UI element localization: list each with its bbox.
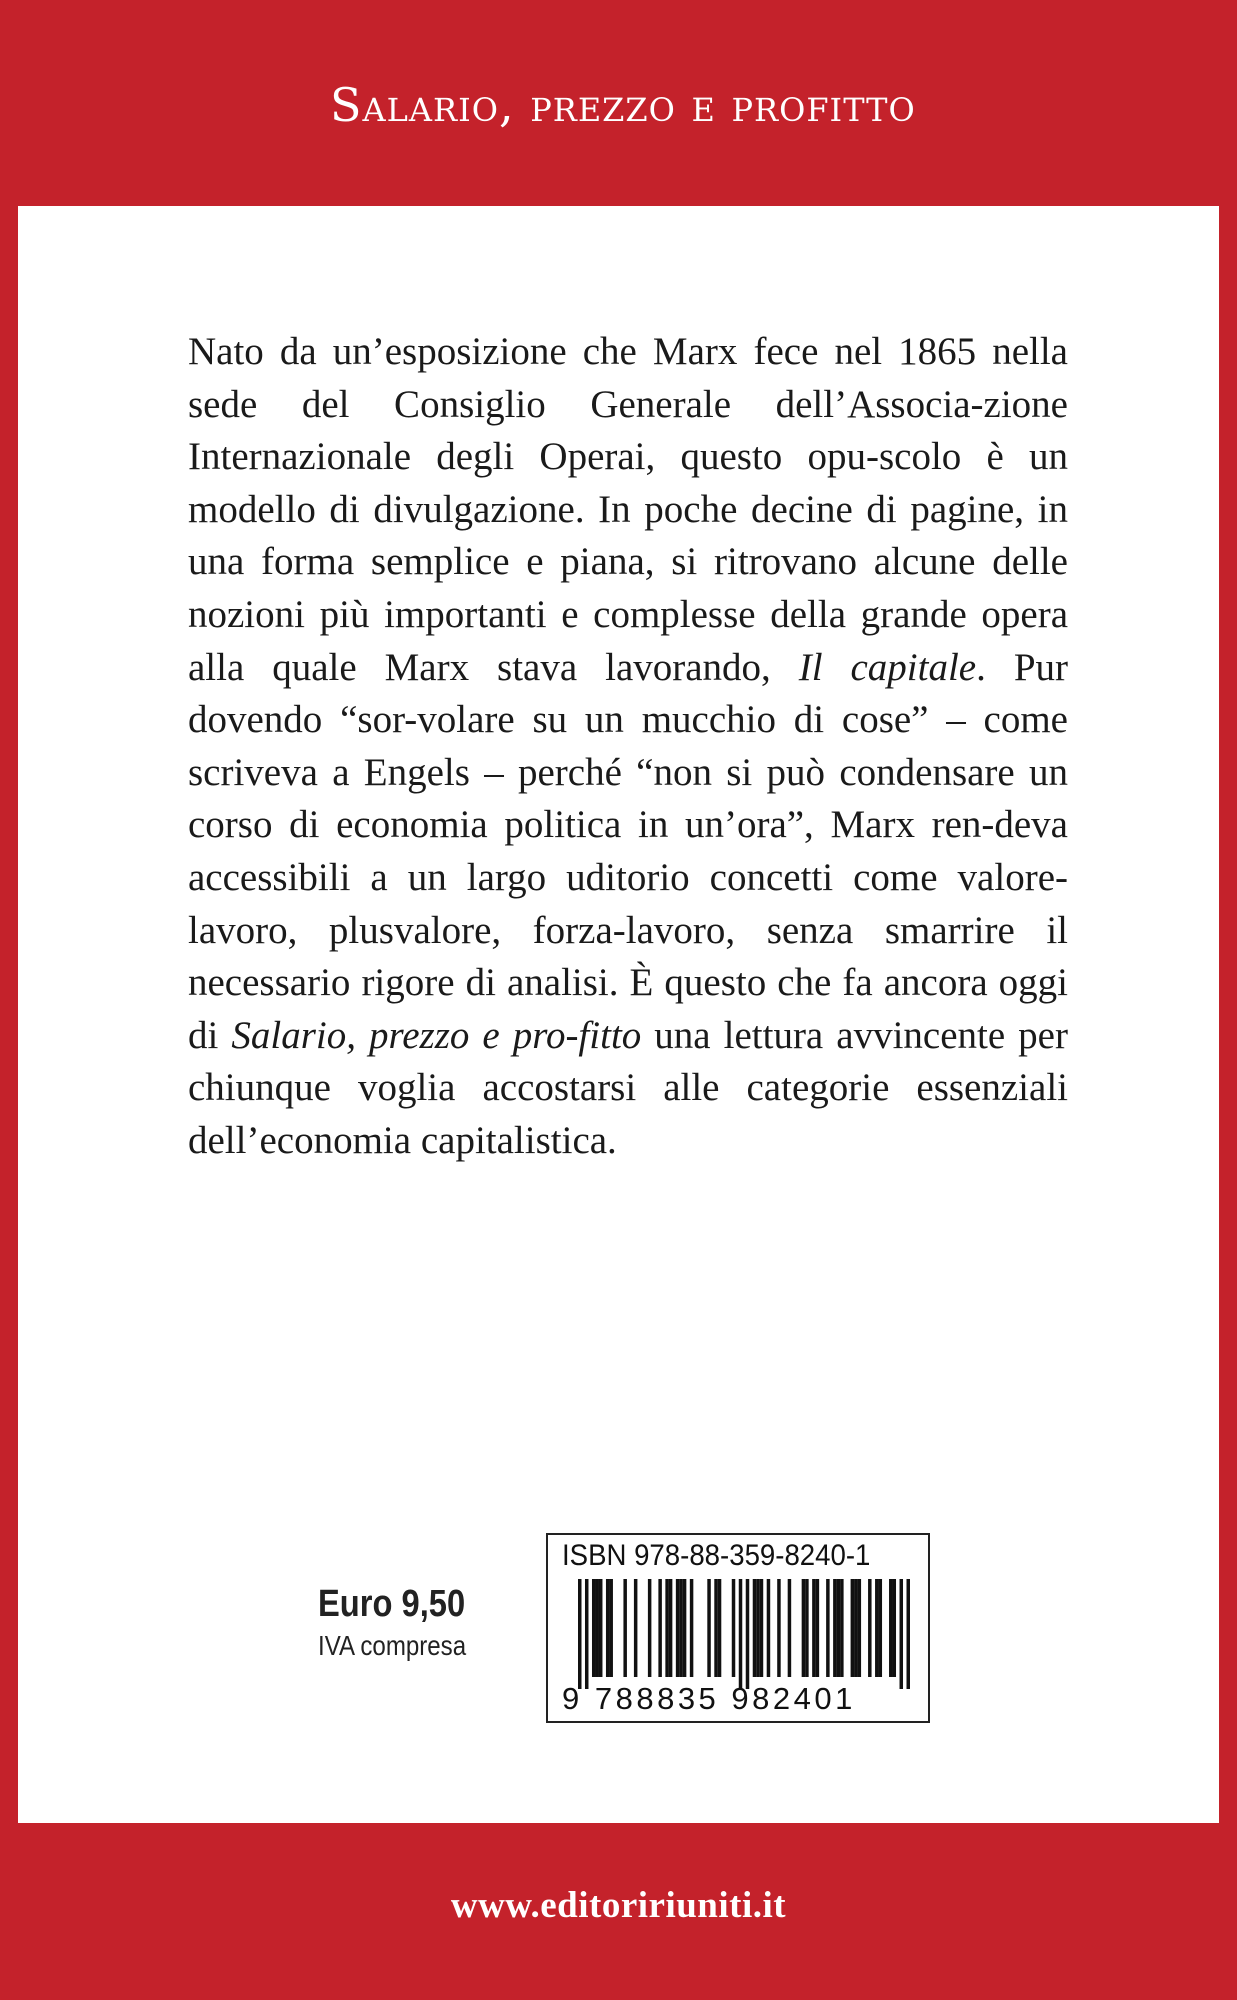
barcode-bar [606,1579,609,1677]
barcode-bar [648,1579,651,1677]
barcode-bar [868,1579,871,1677]
barcode-bar [665,1579,668,1677]
barcode-bar [676,1579,679,1677]
vat-note: IVA compresa [318,1630,467,1661]
barcode-bar [893,1579,896,1677]
barcode-bar [812,1579,815,1677]
back-cover-blurb [188,326,1068,1168]
barcode-bar [840,1579,843,1677]
barcode-bars [578,1579,910,1689]
barcode-bar [718,1579,721,1677]
price-block [318,1583,490,1662]
barcode-bar [805,1579,808,1677]
barcode-bar [609,1579,612,1677]
barcode-bar [858,1579,861,1677]
blurb-paragraph [188,326,1068,1168]
barcode-bar [875,1579,878,1677]
barcode-bar [732,1579,735,1677]
barcode-bar [826,1579,829,1677]
barcode-bar [889,1579,892,1677]
barcode-bar [760,1579,763,1677]
isbn-label: ISBN 978-88-359-8240-1 [562,1539,871,1572]
barcode-bar [578,1579,581,1689]
barcode-bar [690,1579,693,1677]
barcode-digits: 9 788835 982401 [562,1681,856,1716]
barcode-bar [854,1579,857,1677]
blurb-text-run: una lettura avvincente per chiunque voglia accostarsi alle categorie essenziali dell’economia capitalistica. [188,1013,1068,1162]
barcode-bar [767,1579,770,1677]
blurb-text-run: Nato da un’esposizione che Marx fece nel 1865 nella sede del Consiglio Generale dell’Associa-zione Internazionale degli Operai, questo opu-scolo è un modello di divulgazione. In poche decine di pagine, in una forma semplice e piana, si ritrovano alcune delle nozioni più importanti e complesse della grande opera alla quale Marx stava lavorando, [188,330,1068,689]
barcode-bar [714,1579,717,1677]
blurb-text-run: . Pur dovendo “sor-volare su un mucchio di cose” – come scriveva a Engels – perché “non si può condensare un corso di economia politica in un’ora”, Marx ren-deva accessibili a un largo uditorio concetti come valore-lavoro, plusvalore, forza-lavoro, senza smarrire il necessario rigore di analisi. È questo che fa ancora oggi di [188,645,1068,1057]
barcode-bar [739,1579,742,1689]
book-title: Salario, prezzo e profitto [330,78,916,132]
barcode-bar [753,1579,756,1677]
barcode-bar [585,1579,588,1689]
isbn-barcode [546,1533,930,1723]
barcode-bar [592,1579,595,1677]
barcode-bar [900,1579,903,1689]
blurb-italic-title: Salario, prezzo e pro-fitto [231,1013,642,1057]
barcode-bar [851,1579,854,1677]
publisher-url: www.editoririuniti.it [450,1885,787,1926]
barcode-bar [802,1579,805,1677]
barcode-bar [599,1579,602,1677]
barcode-bar [634,1579,637,1677]
barcode-bar [788,1579,791,1677]
barcode-bar [837,1579,840,1677]
barcode-bar [683,1579,686,1677]
barcode-bar [777,1579,780,1677]
barcode-bar [746,1579,749,1689]
content-panel [18,206,1219,1823]
barcode-bar [833,1579,836,1677]
barcode-bar [623,1579,626,1677]
barcode-bar [595,1579,598,1677]
barcode-bar [907,1579,910,1689]
barcode-bar [816,1579,819,1677]
barcode-bar [707,1579,710,1677]
barcode-bar [756,1579,759,1677]
barcode-bar [879,1579,882,1677]
price-amount: Euro 9,50 [318,1583,466,1625]
blurb-italic-title: Il capitale [798,645,977,689]
barcode-bar [658,1579,661,1677]
barcode-bar [679,1579,682,1677]
barcode-bar [669,1579,672,1677]
